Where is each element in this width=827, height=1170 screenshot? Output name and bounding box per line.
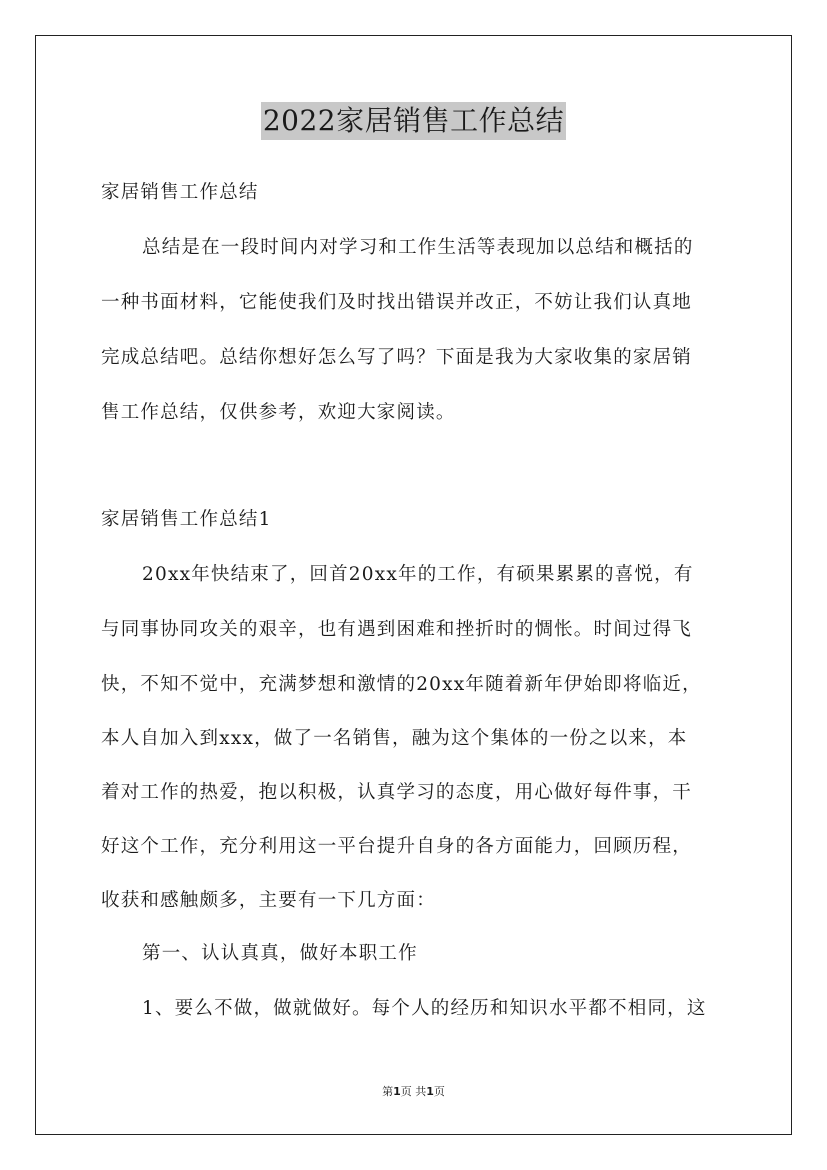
body-line-4: 本人自加入到xxx，做了一名销售，融为这个集体的一份之以来，本: [101, 728, 688, 749]
page-suffix: 页: [433, 1085, 445, 1098]
body-line-6: 好这个工作，充分利用这一平台提升自身的各方面能力，回顾历程，: [101, 836, 693, 857]
page-number: 1: [393, 1085, 401, 1098]
page-footer: [0, 1085, 827, 1099]
intro-line-3: 完成总结吧。总结你想好怎么写了吗？下面是我为大家收集的家居销: [101, 347, 693, 368]
section-heading: 家居销售工作总结1: [101, 509, 272, 530]
intro-line-1: 总结是在一段时间内对学习和工作生活等表现加以总结和概括的: [142, 237, 694, 258]
intro-line-4: 售工作总结，仅供参考，欢迎大家阅读。: [101, 402, 456, 423]
point-body-line-1: 1、要么不做，做就做好。每个人的经历和知识水平都不相同，这: [142, 998, 707, 1019]
body-line-2: 与同事协同攻关的艰辛，也有遇到困难和挫折时的惆怅。时间过得飞: [101, 619, 693, 640]
intro-line-2: 一种书面材料，它能使我们及时找出错误并改正，不妨让我们认真地: [101, 292, 693, 313]
title-container: [0, 102, 827, 140]
page-mid: 页 共: [400, 1085, 427, 1098]
page-total: 1: [426, 1085, 434, 1098]
body-line-1: 20xx年快结束了，回首20xx年的工作，有硕果累累的喜悦，有: [142, 564, 694, 585]
document-title: 2022家居销售工作总结: [261, 102, 566, 140]
body-line-3: 快，不知不觉中，充满梦想和激情的20xx年随着新年伊始即将临近，: [101, 674, 702, 695]
page-prefix: 第: [382, 1085, 394, 1098]
document-subtitle: 家居销售工作总结: [101, 182, 259, 203]
body-line-5: 着对工作的热爱，抱以积极，认真学习的态度，用心做好每件事，干: [101, 782, 693, 803]
point-heading: 第一、认认真真，做好本职工作: [142, 943, 418, 964]
body-line-7: 收获和感触颇多，主要有一下几方面：: [101, 890, 436, 911]
